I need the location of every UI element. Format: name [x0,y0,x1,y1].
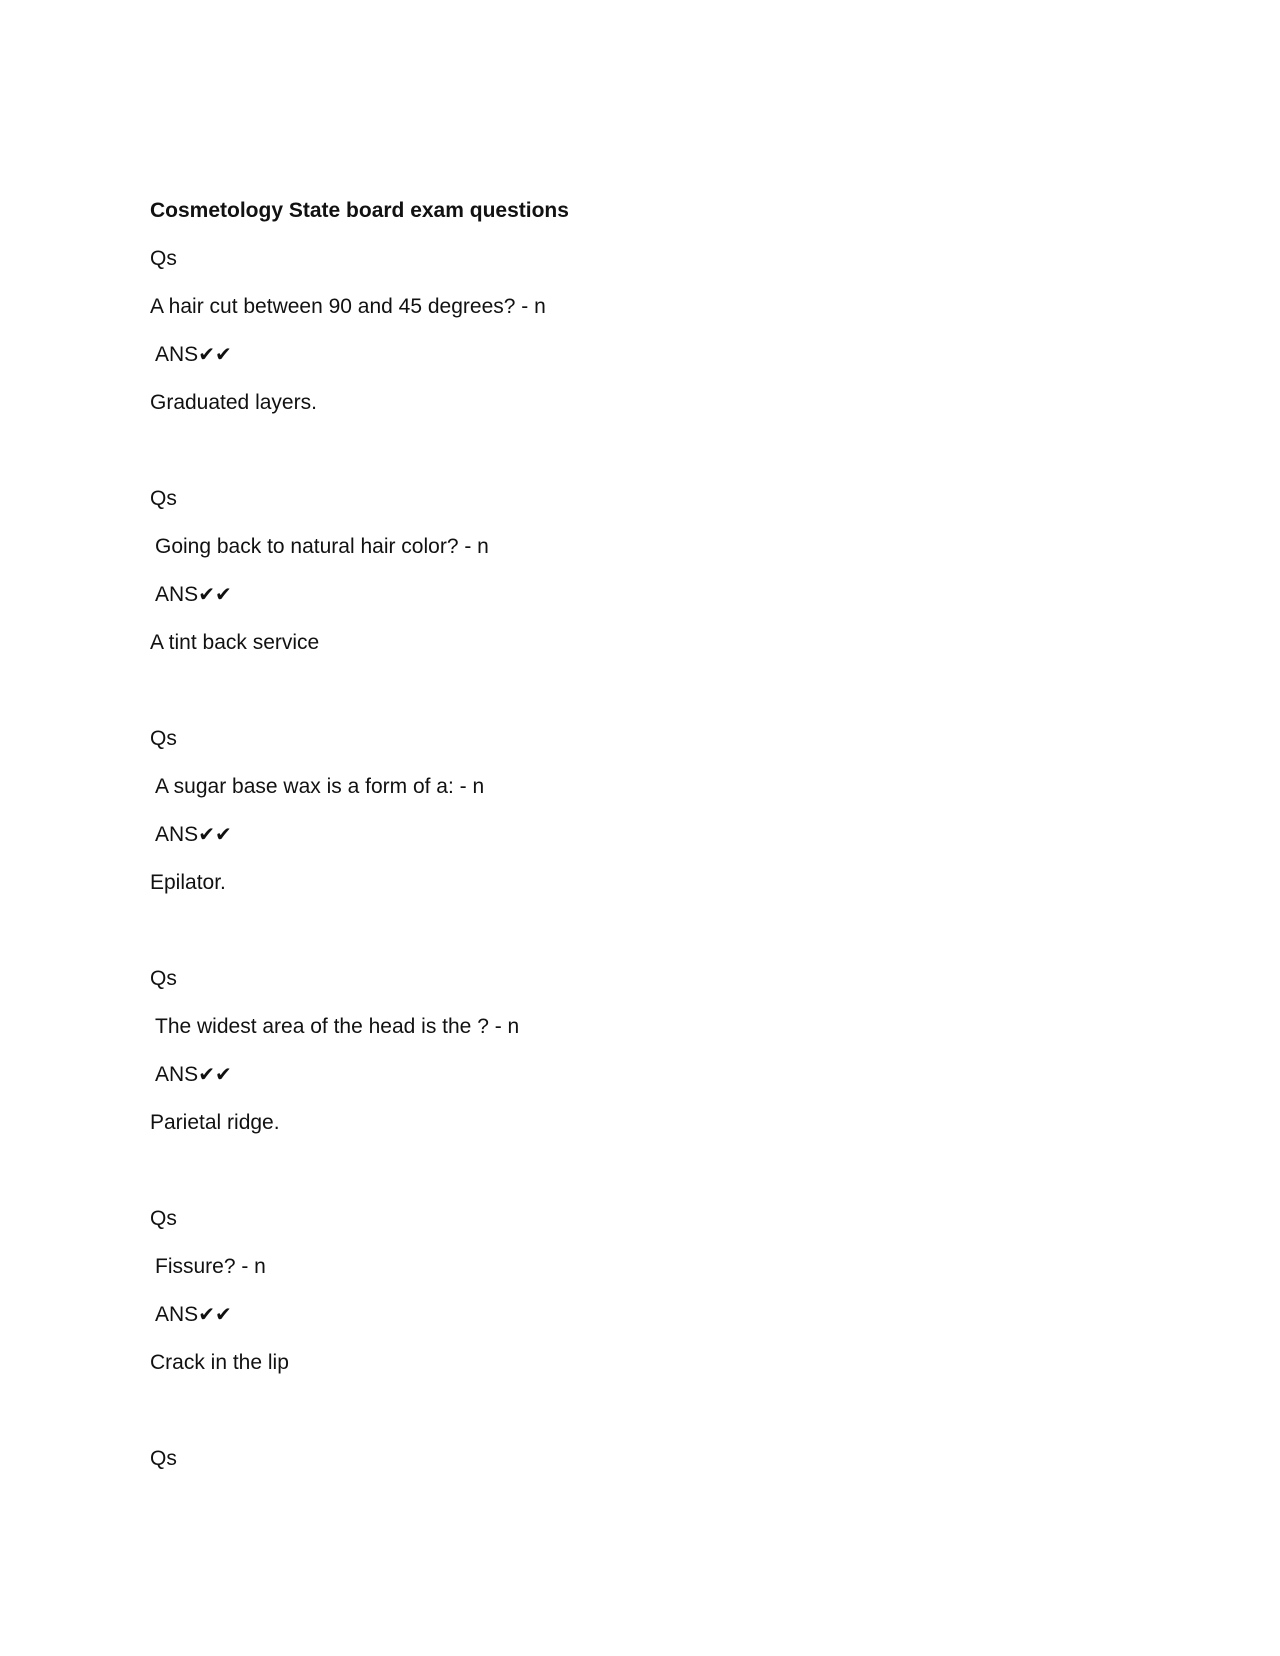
qa-item-3 [150,728,1150,968]
block-spacer [150,1400,1150,1448]
ans-label: ANS [155,343,199,366]
answer-label-line [150,584,1150,632]
answer-text: Parietal ridge. [150,1111,280,1134]
document-content [150,200,1150,1496]
qs-label: Qs [150,247,177,270]
qs-label: Qs [150,727,177,750]
trailing-qs-label: Qs [150,1447,177,1470]
qs-label: Qs [150,487,177,510]
block-spacer [150,1160,1150,1208]
ans-label: ANS [155,823,199,846]
checkmark-icon: ✔✔ [198,582,232,606]
checkmark-icon: ✔✔ [198,1302,232,1326]
answer-label-line [150,1064,1150,1112]
block-spacer [150,680,1150,728]
ans-label: ANS [155,1303,199,1326]
qs-label: Qs [150,1207,177,1230]
checkmark-icon: ✔✔ [198,822,232,846]
answer-text: Epilator. [150,871,226,894]
checkmark-icon: ✔✔ [198,342,232,366]
document-title: Cosmetology State board exam questions [150,199,569,222]
question-text: The widest area of the head is the ? - n [155,1015,520,1038]
qa-item-1 [150,248,1150,488]
qa-item-5 [150,1208,1150,1448]
checkmark-icon: ✔✔ [198,1062,232,1086]
answer-label-line [150,344,1150,392]
qa-item-2 [150,488,1150,728]
question-text: A sugar base wax is a form of a: - n [155,775,485,798]
qa-item-4 [150,968,1150,1208]
question-text: Fissure? - n [155,1255,266,1278]
block-spacer [150,920,1150,968]
answer-text: Graduated layers. [150,391,317,414]
question-text: A hair cut between 90 and 45 degrees? - n [150,295,546,318]
ans-label: ANS [155,583,199,606]
answer-text: Crack in the lip [150,1351,289,1374]
block-spacer [150,440,1150,488]
answer-label-line [150,824,1150,872]
answer-label-line [150,1304,1150,1352]
qs-label: Qs [150,967,177,990]
question-text: Going back to natural hair color? - n [155,535,489,558]
answer-text: A tint back service [150,631,320,654]
ans-label: ANS [155,1063,199,1086]
